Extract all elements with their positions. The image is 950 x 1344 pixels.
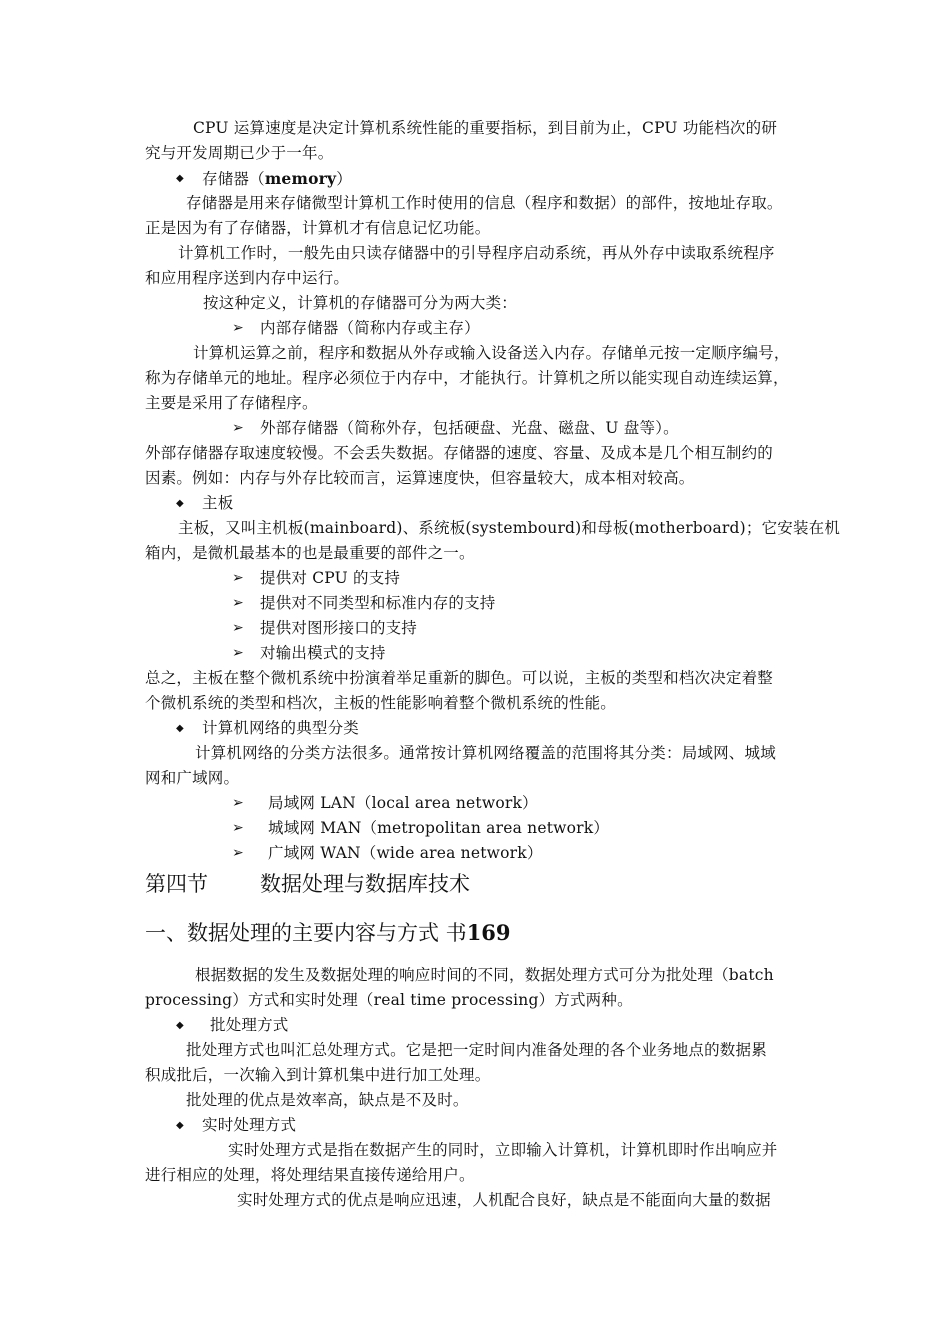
section-heading [145, 869, 470, 899]
paragraph-line: 正是因为有了存储器，计算机才有信息记忆功能。 [145, 219, 491, 237]
paragraph-line: 称为存储单元的地址。程序必须位于内存中，才能执行。计算机之所以能实现自动连续运算， [145, 369, 789, 387]
paragraph-line: 根据数据的发生及数据处理的响应时间的不同，数据处理方式可分为批处理（batch [195, 966, 774, 984]
arrow-bullet-icon: ➢ [232, 620, 244, 636]
arrow-list-item: 提供对 CPU 的支持 [260, 569, 401, 587]
paragraph-line: 网和广域网。 [145, 769, 240, 787]
arrow-list-item: 外部存储器（简称外存，包括硬盘、光盘、磁盘、U 盘等）。 [260, 419, 679, 437]
paragraph-line: CPU 运算速度是决定计算机系统性能的重要指标，到目前为止，CPU 功能档次的研 [193, 119, 778, 137]
paragraph-line: 计算机运算之前，程序和数据从外存或输入设备送入内存。存储单元按一定顺序编号， [193, 344, 790, 362]
paragraph-line: 计算机工作时，一般先由只读存储器中的引导程序启动系统，再从外存中读取系统程序 [178, 244, 775, 262]
arrow-bullet-icon: ➢ [232, 570, 244, 586]
paragraph-line: 主板，又叫主机板(mainboard)、系统板(systembourd)和母板(motherboard)；它安装在机 [178, 519, 841, 537]
bullet-heading-network: 计算机网络的典型分类 [202, 719, 360, 737]
section-label: 第四节 [145, 872, 208, 896]
arrow-list-item: 对输出模式的支持 [260, 644, 386, 662]
paragraph-line: 实时处理方式是指在数据产生的同时，立即输入计算机，计算机即时作出响应并 [228, 1141, 778, 1159]
diamond-bullet-icon: ◆ [176, 498, 184, 509]
diamond-bullet-icon: ◆ [176, 1020, 184, 1031]
paragraph-line: 批处理的优点是效率高，缺点是不及时。 [186, 1091, 469, 1109]
paragraph-line: 计算机网络的分类方法很多。通常按计算机网络覆盖的范围将其分类：局域网、城域 [195, 744, 776, 762]
arrow-list-item: 城域网 MAN（metropolitan area network） [268, 819, 610, 837]
paragraph-line: 究与开发周期已少于一年。 [145, 144, 334, 162]
arrow-bullet-icon: ➢ [232, 845, 244, 861]
paragraph-line: 箱内，是微机最基本的也是最重要的部件之一。 [145, 544, 475, 562]
bullet-heading-memory: 存储器（memory） [202, 169, 352, 188]
bullet-heading-realtime: 实时处理方式 [202, 1116, 297, 1134]
arrow-bullet-icon: ➢ [232, 795, 244, 811]
paragraph-line: 个微机系统的类型和档次，主板的性能影响着整个微机系统的性能。 [145, 694, 617, 712]
paragraph-line: 总之，主板在整个微机系统中扮演着举足重新的脚色。可以说，主板的类型和档次决定着整 [145, 669, 774, 687]
bullet-heading-batch: 批处理方式 [210, 1016, 289, 1034]
section-title: 数据处理与数据库技术 [260, 872, 470, 896]
arrow-list-item: 提供对不同类型和标准内存的支持 [260, 594, 496, 612]
paragraph-line: 进行相应的处理，将处理结果直接传递给用户。 [145, 1166, 475, 1184]
paragraph-line: 批处理方式也叫汇总处理方式。它是把一定时间内准备处理的各个业务地点的数据累 [186, 1041, 767, 1059]
paragraph-line: 和应用程序送到内存中运行。 [145, 269, 350, 287]
paragraph-line: 存储器是用来存储微型计算机工作时使用的信息（程序和数据）的部件，按地址存取。 [186, 194, 783, 212]
paragraph-line: 外部存储器存取速度较慢。不会丢失数据。存储器的速度、容量、及成本是几个相互制约的 [145, 444, 774, 462]
diamond-bullet-icon: ◆ [176, 723, 184, 734]
paragraph-line: 按这种定义，计算机的存储器可分为两大类： [203, 294, 518, 312]
arrow-bullet-icon: ➢ [232, 420, 244, 436]
arrow-list-item: 内部存储器（简称内存或主存） [260, 319, 480, 337]
paragraph-line: 因素。例如：内存与外存比较而言，运算速度快，但容量较大，成本相对较高。 [145, 469, 695, 487]
diamond-bullet-icon: ◆ [176, 1120, 184, 1131]
arrow-bullet-icon: ➢ [232, 645, 244, 661]
arrow-bullet-icon: ➢ [232, 595, 244, 611]
paragraph-line: 积成批后，一次输入到计算机集中进行加工处理。 [145, 1066, 491, 1084]
arrow-list-item: 广域网 WAN（wide area network） [268, 844, 543, 862]
paragraph-line: 实时处理方式的优点是响应迅速，人机配合良好，缺点是不能面向大量的数据 [237, 1191, 771, 1209]
arrow-bullet-icon: ➢ [232, 320, 244, 336]
sub-heading: 一、数据处理的主要内容与方式 书169 [145, 920, 511, 945]
paragraph-line: processing）方式和实时处理（real time processing）方式两种。 [145, 991, 633, 1009]
arrow-list-item: 提供对图形接口的支持 [260, 619, 418, 637]
paragraph-line: 主要是采用了存储程序。 [145, 394, 318, 412]
bullet-heading-mainboard: 主板 [202, 494, 234, 512]
arrow-bullet-icon: ➢ [232, 820, 244, 836]
diamond-bullet-icon: ◆ [176, 173, 184, 184]
arrow-list-item: 局域网 LAN（local area network） [268, 794, 538, 812]
